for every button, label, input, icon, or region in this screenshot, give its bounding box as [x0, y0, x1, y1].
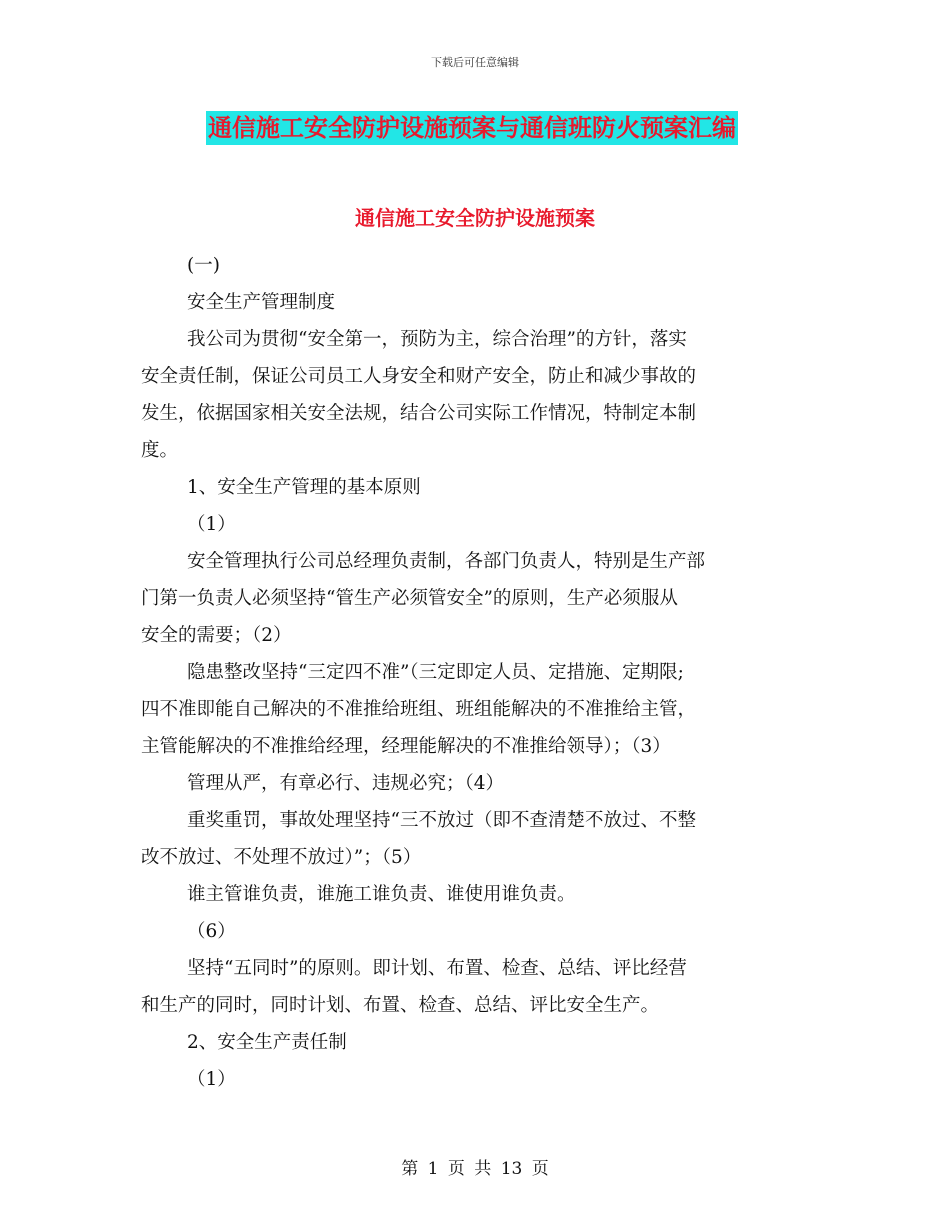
body-line: 门第一负责人必须坚持“管生产必须管安全”的原则，生产必须服从: [141, 588, 678, 609]
body-line: 安全管理执行公司总经理负责制，各部门负责人，特别是生产部: [187, 551, 706, 572]
document-body: [141, 247, 811, 1098]
document-title: 通信施工安全防护设施预案与通信班防火预案汇编: [206, 111, 738, 145]
body-line: 和生产的同时，同时计划、布置、检查、总结、评比安全生产。: [141, 995, 660, 1016]
body-line: (一): [187, 255, 220, 276]
body-line: （6）: [187, 921, 236, 942]
body-line: 2、安全生产责任制: [187, 1032, 347, 1053]
body-line: 重奖重罚，事故处理坚持“三不放过（即不查清楚不放过、不整: [187, 810, 696, 831]
section-title: 通信施工安全防护设施预案: [355, 206, 595, 230]
body-line: 改不放过、不处理不放过）”；（5）: [141, 847, 422, 868]
body-line: 1、安全生产管理的基本原则: [187, 477, 421, 498]
body-line: 度。: [141, 440, 179, 461]
body-line: 我公司为贯彻“安全第一，预防为主，综合治理”的方针，落实: [187, 329, 687, 350]
page-footer: 第 1 页 共 13 页: [401, 1159, 549, 1179]
body-line: 四不准即能自己解决的不准推给班组、班组能解决的不准推给主管，: [141, 699, 697, 720]
body-line: 发生，依据国家相关安全法规，结合公司实际工作情况，特制定本制: [141, 403, 697, 424]
body-line: 管理从严，有章必行、违规必究；（4）: [187, 773, 505, 794]
body-line: （1）: [187, 514, 236, 535]
body-line: 谁主管谁负责，谁施工谁负责、谁使用谁负责。: [187, 884, 576, 905]
body-line: 安全责任制，保证公司员工人身安全和财产安全，防止和减少事故的: [141, 366, 697, 387]
header-note: 下载后可任意编辑: [431, 56, 519, 69]
body-line: （1）: [187, 1069, 236, 1090]
body-line: 主管能解决的不准推给经理，经理能解决的不准推给领导）；（3）: [141, 736, 671, 757]
body-line: 安全生产管理制度: [187, 292, 336, 313]
body-line: 安全的需要；（2）: [141, 625, 292, 646]
body-line: 隐患整改坚持“三定四不准”（三定即定人员、定措施、定期限;: [187, 662, 684, 683]
body-line: 坚持“五同时”的原则。即计划、布置、检查、总结、评比经营: [187, 958, 687, 979]
